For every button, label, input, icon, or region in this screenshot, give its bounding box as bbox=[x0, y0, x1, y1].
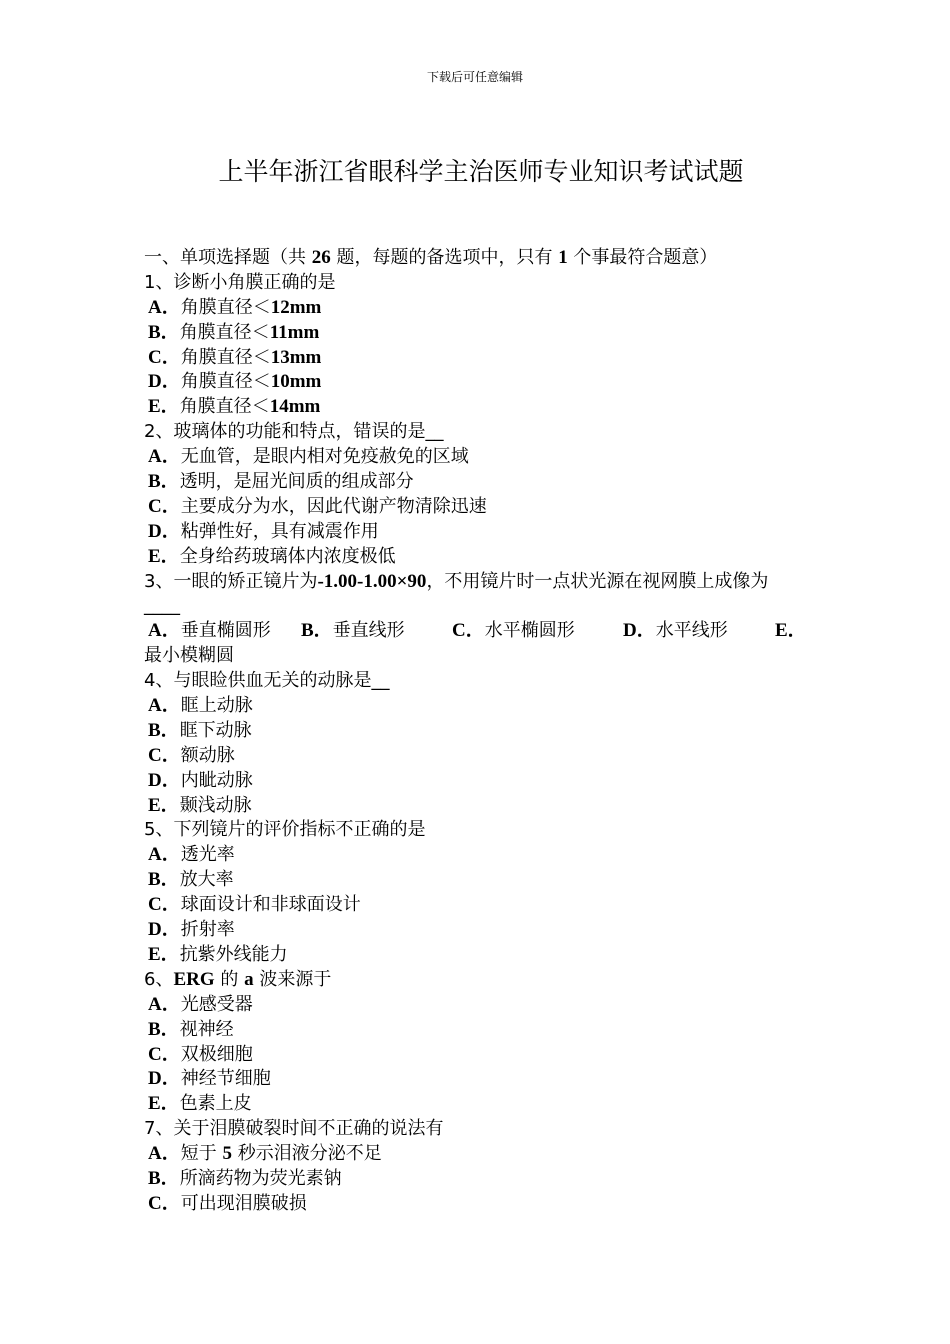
option bbox=[144, 843, 814, 868]
stem-prescription: -1.00-1.00×90 bbox=[317, 570, 427, 592]
document-title: 上半年浙江省眼科学主治医师专业知识考试试题 bbox=[218, 157, 744, 186]
option bbox=[144, 1092, 814, 1117]
option-text: 角膜直径＜ bbox=[180, 346, 271, 368]
option-letter: C． bbox=[148, 495, 181, 517]
option bbox=[144, 470, 814, 495]
option-letter: A． bbox=[148, 446, 181, 468]
option bbox=[144, 395, 814, 420]
option-text: 额动脉 bbox=[180, 744, 235, 766]
option-text: 透光率 bbox=[180, 844, 235, 866]
option bbox=[144, 1167, 814, 1192]
option-letter: D． bbox=[623, 620, 656, 642]
stem-part: ，不用镜片时一点状光源在视网膜上成像为 bbox=[426, 570, 769, 592]
option-letter: C． bbox=[148, 1043, 181, 1065]
option-text: 垂直线形 bbox=[332, 620, 405, 642]
option-tail: 11mm bbox=[269, 321, 320, 343]
option-letter: B． bbox=[148, 1167, 180, 1189]
section-one: 1 bbox=[558, 247, 568, 268]
option-number: 5 bbox=[222, 1143, 232, 1165]
option-text: 光感受器 bbox=[180, 993, 253, 1015]
option-text: 角膜直径＜ bbox=[179, 396, 270, 418]
option-letter: D． bbox=[148, 769, 181, 791]
option-letter: D． bbox=[148, 520, 181, 542]
option-text: 主要成分为水，因此代谢产物清除迅速 bbox=[180, 495, 487, 517]
exam-content bbox=[144, 246, 814, 1217]
option-text: 所滴药物为荧光素钠 bbox=[179, 1167, 342, 1189]
option-text: 角膜直径＜ bbox=[180, 296, 271, 318]
option-letter: C． bbox=[148, 1192, 181, 1214]
option-tail: 14mm bbox=[269, 396, 321, 418]
option-tail: 10mm bbox=[270, 371, 322, 393]
question-blank: ____ bbox=[144, 595, 180, 617]
option-text: 放大率 bbox=[179, 869, 234, 891]
option-letter: E． bbox=[148, 545, 180, 567]
stem-part: 6、 bbox=[144, 968, 174, 990]
option-tail: 秒示泪液分泌不足 bbox=[231, 1143, 382, 1165]
option-letter: E． bbox=[148, 794, 180, 816]
option bbox=[144, 445, 814, 470]
option bbox=[775, 619, 807, 644]
option-text: 全身给药玻璃体内浓度极低 bbox=[179, 545, 396, 567]
option-text: 水平线形 bbox=[655, 620, 728, 642]
option-letter: A． bbox=[148, 993, 181, 1015]
question-stem bbox=[144, 570, 814, 595]
option bbox=[144, 1067, 814, 1092]
option-text: 短于 bbox=[180, 1143, 223, 1165]
section-heading bbox=[144, 246, 814, 271]
option-letter: B． bbox=[148, 471, 180, 493]
option-tail: 12mm bbox=[270, 296, 322, 318]
stem-a-wave: a bbox=[244, 968, 254, 990]
option-letter: B． bbox=[148, 321, 180, 343]
question-stem: 4、与眼睑供血无关的动脉是__ bbox=[144, 670, 390, 692]
option bbox=[144, 296, 814, 321]
option-text: 色素上皮 bbox=[179, 1093, 252, 1115]
option-letter: C． bbox=[452, 620, 485, 642]
question-stem: 5、下列镜片的评价指标不正确的是 bbox=[144, 819, 426, 841]
option bbox=[148, 619, 301, 644]
option-text: 透明，是屈光间质的组成部分 bbox=[179, 471, 414, 493]
section-mid: 题，每题的备选项中，只有 bbox=[330, 247, 559, 268]
option bbox=[144, 918, 814, 943]
option bbox=[144, 520, 814, 545]
option-text: 可出现泪膜破损 bbox=[180, 1192, 307, 1214]
option-letter: E． bbox=[148, 1093, 180, 1115]
option-letter: C． bbox=[148, 894, 181, 916]
option-letter: B． bbox=[148, 719, 180, 741]
option-tail: 13mm bbox=[270, 346, 322, 368]
section-prefix: 一、单项选择题（共 bbox=[144, 247, 312, 268]
option-text: 神经节细胞 bbox=[180, 1068, 271, 1090]
option bbox=[144, 993, 814, 1018]
option-letter: B． bbox=[148, 869, 180, 891]
stem-part: 波来源于 bbox=[253, 968, 332, 990]
option-letter: A． bbox=[148, 844, 181, 866]
option-letter: E． bbox=[148, 396, 180, 418]
option-text: 无血管，是眼内相对免疫赦免的区域 bbox=[180, 446, 469, 468]
option-text: 粘弹性好，具有减震作用 bbox=[180, 520, 379, 542]
option bbox=[144, 545, 814, 570]
option-letter: D． bbox=[148, 371, 181, 393]
stem-part: 3、一眼的矫正镜片为 bbox=[144, 570, 318, 592]
option bbox=[623, 619, 775, 644]
option bbox=[301, 619, 452, 644]
option bbox=[144, 769, 814, 794]
stem-part: 的 bbox=[214, 968, 245, 990]
option-text: 双极细胞 bbox=[180, 1043, 253, 1065]
option bbox=[144, 370, 814, 395]
option bbox=[144, 893, 814, 918]
option-text: 抗紫外线能力 bbox=[179, 943, 288, 965]
question-stem: 1、诊断小角膜正确的是 bbox=[144, 271, 336, 293]
option bbox=[144, 744, 814, 769]
option-letter: E． bbox=[148, 943, 180, 965]
option-letter: B． bbox=[148, 1018, 180, 1040]
question-stem: 2、玻璃体的功能和特点，错误的是__ bbox=[144, 421, 444, 443]
option-letter: C． bbox=[148, 346, 181, 368]
question-stem bbox=[144, 968, 814, 993]
option bbox=[144, 694, 814, 719]
option-letter: A． bbox=[148, 296, 181, 318]
option bbox=[144, 794, 814, 819]
option bbox=[144, 719, 814, 744]
option-text: 水平椭圆形 bbox=[484, 620, 575, 642]
option-text: 角膜直径＜ bbox=[180, 371, 271, 393]
option-letter: A． bbox=[148, 695, 181, 717]
option-text: 眶下动脉 bbox=[179, 719, 252, 741]
option-letter: A． bbox=[148, 1143, 181, 1165]
option-text: 球面设计和非球面设计 bbox=[180, 894, 361, 916]
question-stem: 7、关于泪膜破裂时间不正确的说法有 bbox=[144, 1118, 444, 1140]
option-text: 垂直椭圆形 bbox=[180, 620, 271, 642]
option bbox=[144, 321, 814, 346]
option bbox=[144, 868, 814, 893]
option-row bbox=[144, 619, 814, 644]
option-letter: D． bbox=[148, 919, 181, 941]
option-text: 眶上动脉 bbox=[180, 695, 253, 717]
option-letter: C． bbox=[148, 744, 181, 766]
option-text: 角膜直径＜ bbox=[179, 321, 270, 343]
option-letter: A． bbox=[148, 620, 181, 642]
section-suffix: 个事最符合题意） bbox=[567, 247, 718, 268]
option bbox=[144, 943, 814, 968]
stem-erg: ERG bbox=[173, 968, 215, 990]
option-letter: D． bbox=[148, 1068, 181, 1090]
option-letter: B． bbox=[301, 620, 333, 642]
option-letter: E． bbox=[775, 620, 807, 642]
option bbox=[144, 1018, 814, 1043]
option bbox=[144, 346, 814, 371]
header-note: 下载后可任意编辑 bbox=[426, 70, 523, 84]
option-text: 视神经 bbox=[179, 1018, 234, 1040]
section-count: 26 bbox=[311, 247, 331, 268]
option-text: 颞浅动脉 bbox=[179, 794, 252, 816]
option bbox=[144, 1192, 814, 1217]
option bbox=[144, 1142, 814, 1167]
option bbox=[144, 495, 814, 520]
option bbox=[144, 1043, 814, 1068]
option-text: 内眦动脉 bbox=[180, 769, 253, 791]
option-wrap: 最小模糊圆 bbox=[144, 645, 234, 667]
option-text: 折射率 bbox=[180, 919, 235, 941]
option bbox=[452, 619, 623, 644]
